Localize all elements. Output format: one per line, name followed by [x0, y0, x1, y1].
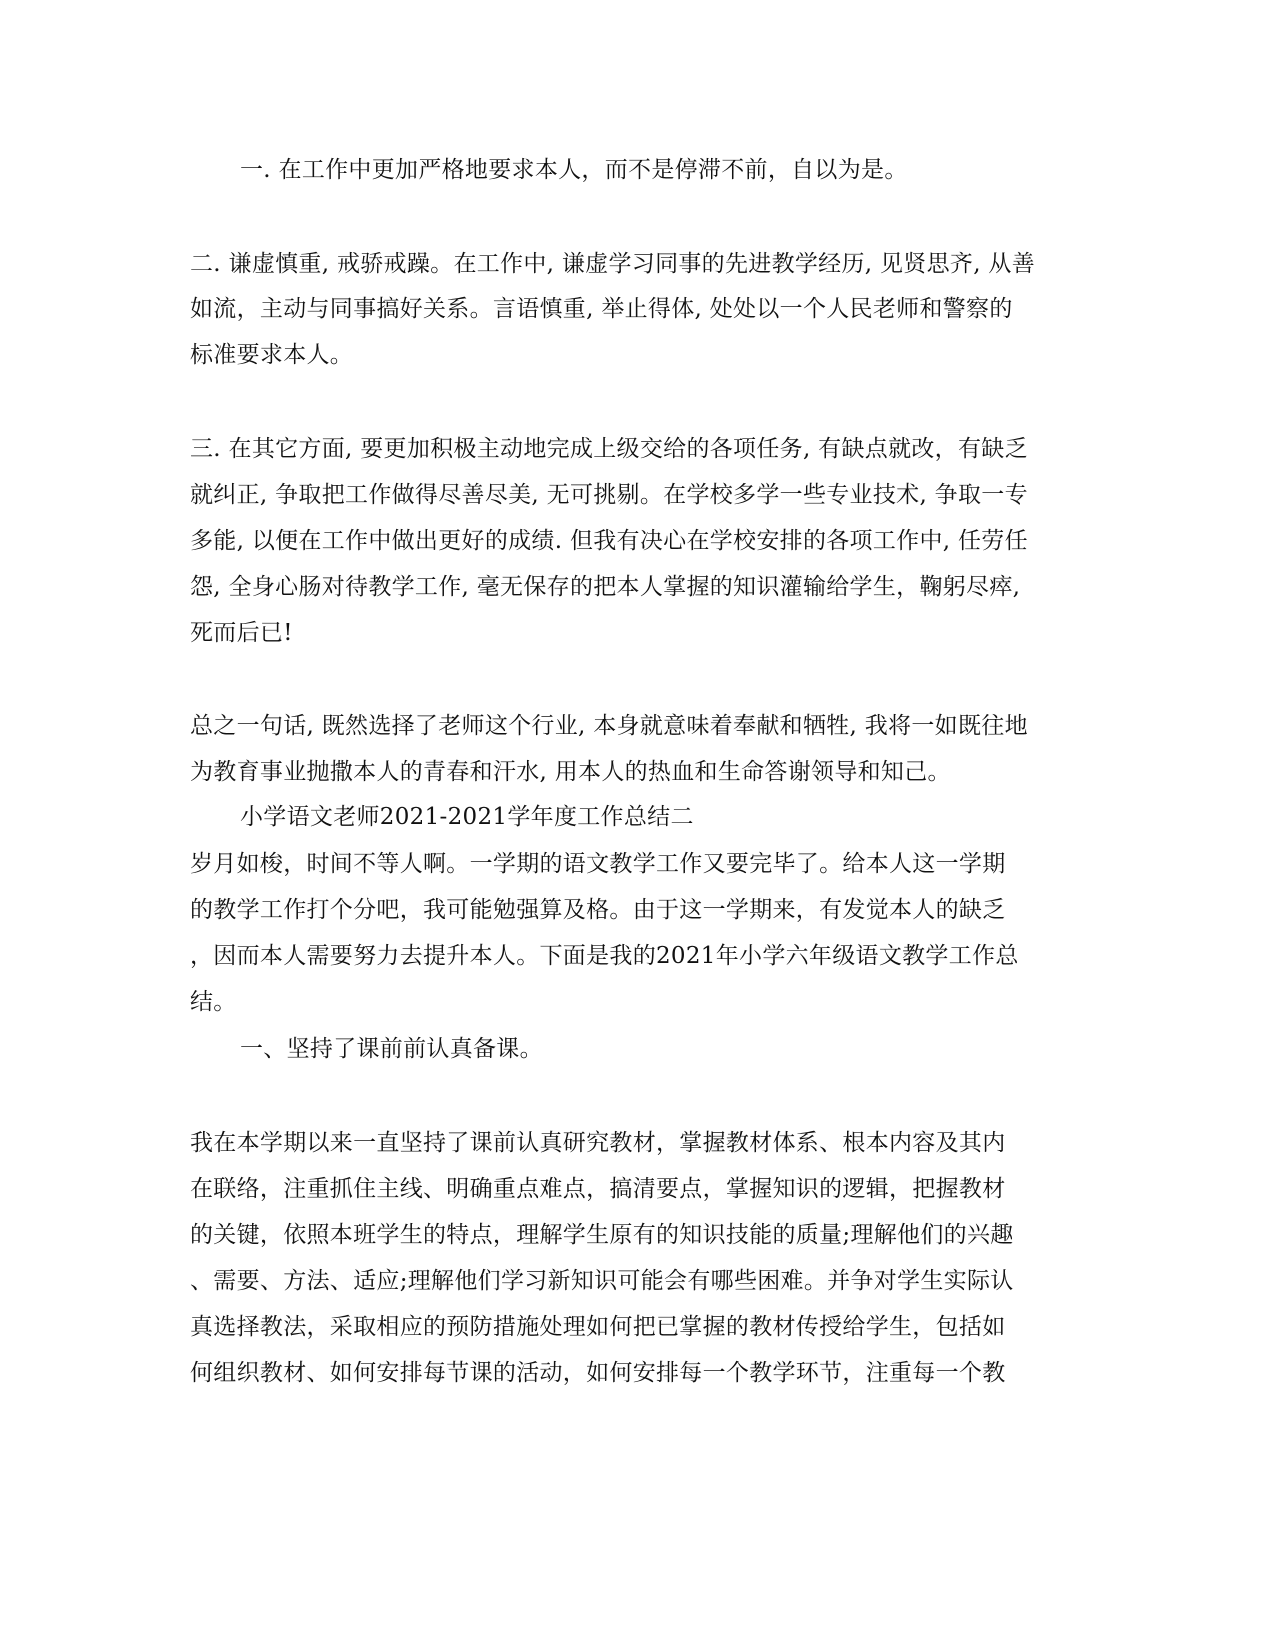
text-line: 为教育事业抛撒本人的青春和汗水, 用本人的热血和生命答谢领导和知己。	[190, 759, 951, 785]
text-line: 多能, 以便在工作中做出更好的成绩. 但我有决心在学校安排的各项工作中, 任劳任	[190, 528, 1028, 554]
text-line: 死而后已!	[190, 620, 293, 646]
text-line: 岁月如梭，时间不等人啊。一学期的语文教学工作又要完毕了。给本人这一学期	[190, 851, 1006, 877]
text-line: 我在本学期以来一直坚持了课前认真研究教材，掌握教材体系、根本内容及其内	[190, 1130, 1006, 1156]
text-line: 在联络，注重抓住主线、明确重点难点，搞清要点，掌握知识的逻辑，把握教材	[190, 1176, 1006, 1202]
text-line: 总之一句话, 既然选择了老师这个行业, 本身就意味着奉献和牺牲, 我将一如既往地	[190, 713, 1028, 739]
section-title: 小学语文老师2021-2021学年度工作总结二	[240, 804, 694, 830]
text-line: 结。	[190, 989, 237, 1015]
text-line: 何组织教材、如何安排每节课的活动，如何安排每一个教学环节，注重每一个教	[190, 1360, 1006, 1386]
text-line: 的教学工作打个分吧，我可能勉强算及格。由于这一学期来，有发觉本人的缺乏	[190, 897, 1006, 923]
text-line: ，因而本人需要努力去提升本人。下面是我的2021年小学六年级语文教学工作总	[190, 943, 1019, 969]
text-line: 怨, 全身心肠对待教学工作, 毫无保存的把本人掌握的知识灌输给学生，鞠躬尽瘁,	[190, 574, 1021, 600]
text-line: 的关键，依照本班学生的特点，理解学生原有的知识技能的质量;理解他们的兴趣	[190, 1222, 1014, 1248]
text-line: 一. 在工作中更加严格地要求本人，而不是停滞不前，自以为是。	[240, 157, 908, 183]
text-line: 三. 在其它方面, 要更加积极主动地完成上级交给的各项任务, 有缺点就改，有缺乏	[190, 436, 1028, 462]
text-line: 标准要求本人。	[190, 342, 354, 368]
text-line: 、需要、方法、适应;理解他们学习新知识可能会有哪些困难。并争对学生实际认	[190, 1268, 1014, 1294]
text-line: 就纠正, 争取把工作做得尽善尽美, 无可挑剔。在学校多学一些专业技术, 争取一专	[190, 482, 1028, 508]
text-line: 二. 谦虚慎重, 戒骄戒躁。在工作中, 谦虚学习同事的先进教学经历, 见贤思齐, 从善	[190, 251, 1036, 277]
subheading: 一、坚持了课前前认真备课。	[240, 1036, 543, 1062]
text-line: 真选择教法，采取相应的预防措施处理如何把已掌握的教材传授给学生，包括如	[190, 1314, 1006, 1340]
text-line: 如流，主动与同事搞好关系。言语慎重, 举止得体, 处处以一个人民老师和警察的	[190, 296, 1013, 322]
